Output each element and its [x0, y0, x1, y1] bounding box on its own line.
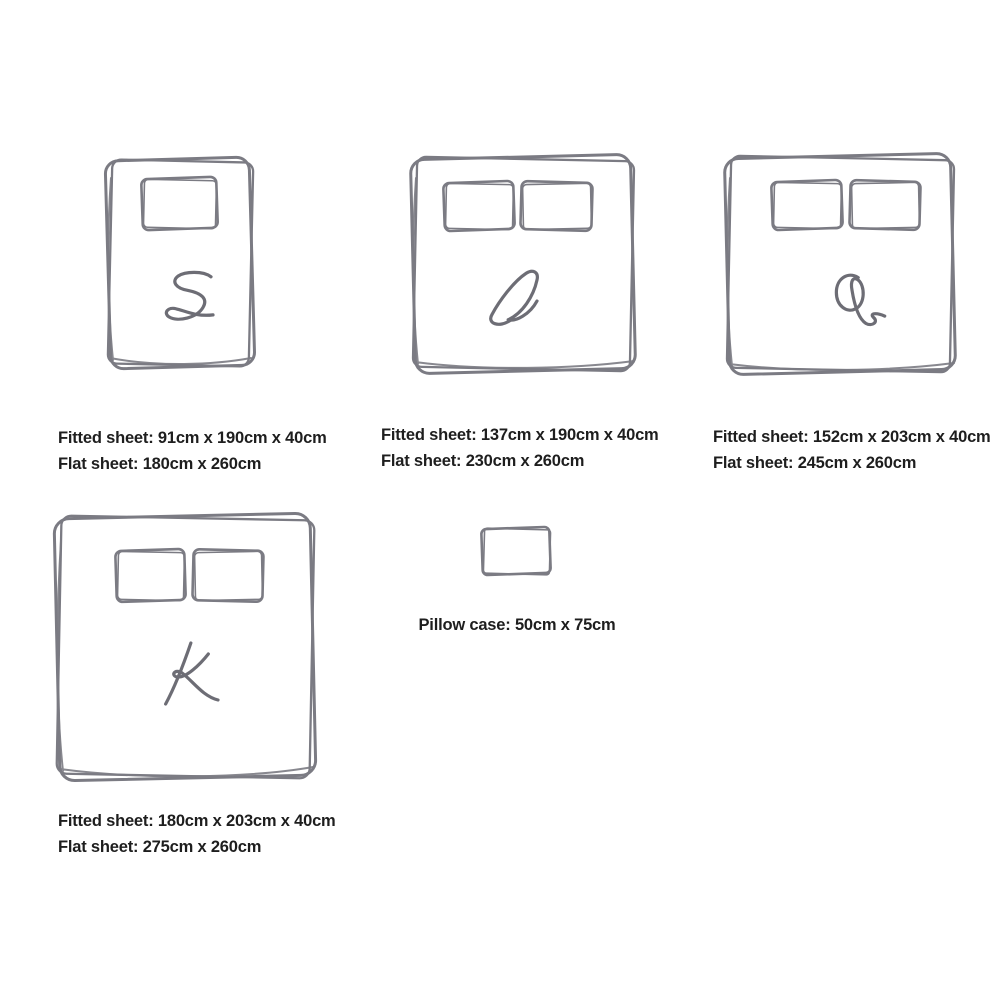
single-flat-sheet-text: Flat sheet: 180cm x 260cm	[58, 455, 262, 473]
double-fitted-sheet-text: Fitted sheet: 137cm x 190cm x 40cm	[381, 426, 659, 444]
double-flat-sheet-text: Flat sheet: 230cm x 260cm	[381, 452, 585, 470]
pillow-case-sketch	[474, 518, 558, 582]
queen-flat-sheet-text: Flat sheet: 245cm x 260cm	[713, 454, 917, 472]
double-bed-sketch	[403, 146, 643, 382]
pillow-case-label	[404, 612, 630, 638]
double-pillow-right-icon	[520, 181, 592, 231]
king-flat-sheet-text: Flat sheet: 275cm x 260cm	[58, 838, 262, 856]
single-fitted-sheet-text: Fitted sheet: 91cm x 190cm x 40cm	[58, 429, 327, 447]
king-pillow-left-icon	[115, 549, 186, 602]
king-pillow-right-icon	[192, 549, 263, 602]
single-bed-sketch	[98, 148, 262, 380]
queen-fitted-sheet-text: Fitted sheet: 152cm x 203cm x 40cm	[713, 428, 991, 446]
king-bed-illustration	[46, 503, 324, 793]
double-size-label	[381, 422, 659, 474]
single-letter-s-icon	[166, 272, 213, 319]
queen-bed-sketch	[717, 144, 963, 384]
double-bed-illustration	[403, 146, 643, 382]
king-bed-sketch	[46, 503, 324, 793]
single-bed-illustration	[98, 148, 262, 380]
queen-size-label	[713, 424, 991, 476]
pillow-case-illustration	[474, 518, 558, 582]
double-pillow-left-icon	[443, 181, 515, 231]
pillow-case-icon	[481, 527, 551, 575]
queen-pillow-left-icon	[771, 180, 843, 230]
single-pillow-icon	[141, 177, 218, 231]
double-letter-d-icon	[491, 271, 538, 324]
king-fitted-sheet-text: Fitted sheet: 180cm x 203cm x 40cm	[58, 812, 336, 830]
king-size-label	[58, 808, 336, 860]
king-letter-k-icon	[166, 643, 218, 704]
queen-bed-illustration	[717, 144, 963, 384]
queen-letter-q-icon	[836, 275, 884, 324]
single-size-label	[58, 425, 327, 477]
pillow-case-text: Pillow case: 50cm x 75cm	[418, 616, 616, 634]
queen-pillow-right-icon	[849, 180, 920, 230]
